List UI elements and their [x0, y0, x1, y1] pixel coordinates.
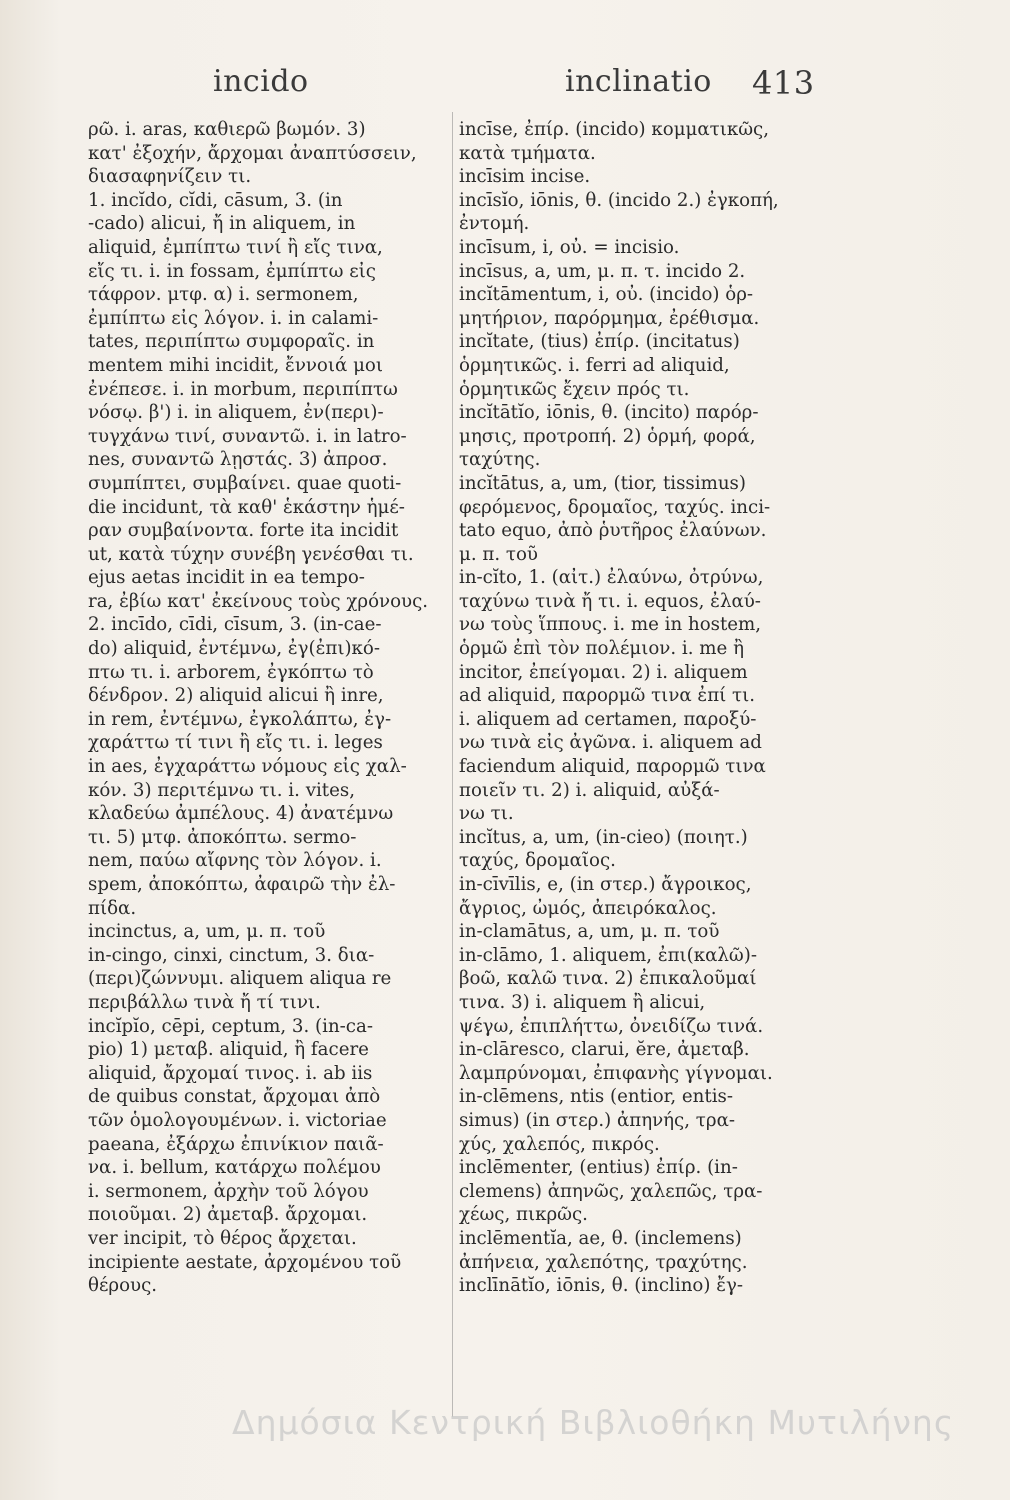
right-guide-word: inclinatio — [565, 64, 712, 99]
text-line: φερόμενος, δρομαῖος, ταχύς. inci- — [459, 496, 771, 518]
text-line: ἀπήνεια, χαλεπότης, τραχύτης. — [459, 1251, 748, 1273]
left-column — [88, 118, 444, 1298]
text-line: ἐμπίπτω εἰς λόγον. i. in calami- — [88, 307, 379, 329]
text-line: incīsus, a, um, μ. π. τ. incido 2. — [459, 260, 746, 282]
text-line: aliquid, ἄρχομαί τινος. i. ab iis — [88, 1062, 373, 1084]
text-line: pio) 1) μεταβ. aliquid, ἢ facere — [88, 1039, 369, 1061]
text-line: 2. incīdo, cīdi, cīsum, 3. (in-cae- — [88, 614, 382, 636]
text-line: 1. incĭdo, cĭdi, cāsum, 3. (in — [88, 189, 343, 211]
left-guide-word: incido — [213, 64, 309, 99]
text-line: ad aliquid, παρορμῶ τινα ἐπί τι. — [459, 685, 756, 707]
text-line: incĭtate, (tius) ἐπίρ. (incitatus) — [459, 331, 740, 353]
text-line: nem, παύω αἴφνης τὸν λόγον. i. — [88, 850, 382, 872]
text-line: in-clāmo, 1. aliquem, ἐπι(καλῶ)- — [459, 944, 758, 966]
text-line: inclēmenter, (entius) ἐπίρ. (in- — [459, 1157, 738, 1179]
page-number: 413 — [752, 64, 815, 102]
text-line: incīse, ἐπίρ. (incido) κομματικῶς, — [459, 119, 769, 140]
text-line: paeana, ἐξάρχω ἐπινίκιον παιᾶ- — [88, 1133, 384, 1155]
text-line: τι. 5) μτφ. ἀποκόπτω. sermo- — [88, 826, 357, 848]
text-line: i. aliquem ad certamen, παροξύ- — [459, 708, 757, 730]
text-line: μησις, προτροπή. 2) ὁρμή, φορά, — [459, 425, 756, 447]
text-line: -cado) alicui, ἤ in aliquem, in — [88, 213, 356, 235]
text-line: ψέγω, ἐπιπλήττω, ὀνειδίζω τινά. — [459, 1015, 764, 1037]
text-line: ἄγριος, ὠμός, ἀπειρόκαλος. — [459, 897, 717, 919]
text-line: νω τι. — [459, 803, 514, 825]
text-line: aliquid, ἐμπίπτω τινί ἢ εἴς τινα, — [88, 236, 383, 258]
text-line: ejus aetas incidit in ea tempo- — [88, 567, 365, 589]
text-line: χέως, πικρῶς. — [459, 1204, 588, 1226]
text-line: χύς, χαλεπός, πικρός. — [459, 1133, 660, 1155]
text-line: die incidunt, τὰ καθ' ἑκάστην ἡμέ- — [88, 496, 405, 518]
text-line: incĭtāmentum, i, οὐ. (incido) ὁρ- — [459, 284, 754, 306]
text-line: ut, κατὰ τύχην συνέβη γενέσθαι τι. — [88, 543, 414, 565]
text-line: μ. π. τοῦ — [459, 543, 538, 565]
text-line: πίδα. — [88, 897, 137, 919]
text-line: νόσῳ. β') i. in aliquem, ἐν(περι)- — [88, 402, 384, 424]
text-line: (περι)ζώννυμι. aliquem aliqua re — [88, 968, 392, 990]
text-line: νω τοὺς ἵππους. i. me in hostem, — [459, 614, 762, 636]
text-line: inclīnātĭo, iōnis, θ. (inclino) ἔγ- — [459, 1275, 744, 1297]
text-line: mentem mihi incidit, ἔννοιά μοι — [88, 354, 383, 376]
text-line: περιβάλλω τινὰ ἤ τί τινι. — [88, 991, 321, 1013]
text-line: in-cīvīlis, e, (in στερ.) ἄγροικος, — [459, 874, 752, 895]
text-line: ra, ἐβίω κατ' ἐκείνους τοὺς χρόνους. — [88, 590, 429, 612]
text-line: κλαδεύω ἀμπέλους. 4) ἀνατέμνω — [88, 803, 394, 825]
text-line: do) aliquid, ἐντέμνω, ἐγ(ἐπι)κό- — [88, 638, 381, 660]
text-line: in-clēmens, ntis (entior, entis- — [459, 1086, 734, 1108]
text-line: de quibus constat, ἄρχομαι ἀπὸ — [88, 1086, 381, 1108]
text-line: ρῶ. i. aras, καθιερῶ βωμόν. 3) — [88, 119, 366, 140]
text-line: τῶν ὁμολογουμένων. i. victoriae — [88, 1109, 387, 1131]
text-line: incīsim incise. — [459, 166, 591, 188]
text-line: χαράττω τί τινι ἢ εἴς τι. i. leges — [88, 732, 383, 754]
text-line: λαμπρύνομαι, ἐπιφανὴς γίγνομαι. — [459, 1062, 773, 1084]
text-line: tato equo, ἀπὸ ῥυτῆρος ἐλαύνων. — [459, 520, 767, 542]
right-column — [459, 118, 831, 1298]
library-watermark: Δημόσια Κεντρική Βιβλιοθήκη Μυτιλήνης — [232, 1403, 955, 1442]
text-line: spem, ἀποκόπτω, ἀφαιρῶ τὴν ἐλ- — [88, 874, 396, 895]
text-line: διασαφηνίζειν τι. — [88, 166, 252, 188]
text-line: simus) (in στερ.) ἀπηνής, τρα- — [459, 1109, 735, 1131]
text-line: in-cĭto, 1. (αἰτ.) ἐλαύνω, ὀτρύνω, — [459, 567, 764, 589]
text-line: δένδρον. 2) aliquid alicui ἢ inre, — [88, 685, 384, 707]
text-line: ὁρμῶ ἐπὶ τὸν πολέμιον. i. me ἢ — [459, 638, 744, 660]
text-line: incipiente aestate, ἀρχομένου τοῦ — [88, 1251, 402, 1273]
text-line: in-clamātus, a, um, μ. π. τοῦ — [459, 921, 720, 943]
text-line: ποιεῖν τι. 2) i. aliquid, αὐξά- — [459, 779, 720, 801]
text-line: ἐνέπεσε. i. in morbum, περιπίπτω — [88, 378, 398, 400]
text-line: incĭtātĭo, iōnis, θ. (incito) παρόρ- — [459, 402, 759, 424]
text-line: nes, συναντῶ λῃστάς. 3) ἀπροσ. — [88, 449, 388, 471]
text-line: inclēmentĭa, ae, θ. (inclemens) — [459, 1227, 742, 1249]
text-line: in-cingo, cinxi, cinctum, 3. δια- — [88, 944, 375, 966]
text-line: κόν. 3) περιτέμνω τι. i. vites, — [88, 779, 355, 801]
text-line: incĭtus, a, um, (in-cieo) (ποιητ.) — [459, 826, 748, 848]
text-line: ver incipit, τὸ θέρος ἄρχεται. — [88, 1227, 357, 1249]
text-line: μητήριον, παρόρμημα, ἐρέθισμα. — [459, 307, 760, 329]
text-line: in-clāresco, clarui, ĕre, ἀμεταβ. — [459, 1039, 750, 1061]
text-line: τυγχάνω τινί, συναντῶ. i. in latro- — [88, 425, 407, 447]
text-line: ὁρμητικῶς. i. ferri ad aliquid, — [459, 354, 730, 376]
text-line: incĭtātus, a, um, (tior, tissimus) — [459, 472, 746, 494]
text-line: i. sermonem, ἀρχὴν τοῦ λόγου — [88, 1180, 369, 1202]
text-line: incitor, ἐπείγομαι. 2) i. aliquem — [459, 661, 748, 683]
text-line: tates, περιπίπτω συμφοραῖς. in — [88, 331, 375, 353]
text-line: τάφρον. μτφ. α) i. sermonem, — [88, 284, 359, 306]
text-line: εἴς τι. i. in fossam, ἐμπίπτω εἰς — [88, 260, 376, 282]
column-divider — [452, 112, 453, 1417]
text-line: clemens) ἀπηνῶς, χαλεπῶς, τρα- — [459, 1180, 763, 1202]
text-line: συμπίπτει, συμβαίνει. quae quoti- — [88, 472, 402, 494]
text-line: incīsĭo, iōnis, θ. (incido 2.) ἐγκοπή, — [459, 189, 779, 211]
text-line: να. i. bellum, κατάρχω πολέμου — [88, 1157, 381, 1179]
text-line: ταχύτης. — [459, 449, 541, 471]
text-line: faciendum aliquid, παρορμῶ τινα — [459, 756, 766, 778]
text-line: κατὰ τμήματα. — [459, 142, 596, 164]
text-line: ποιοῦμαι. 2) ἀμεταβ. ἄρχομαι. — [88, 1204, 368, 1226]
text-line: incĭpĭo, cēpi, ceptum, 3. (in-ca- — [88, 1015, 373, 1037]
text-line: ταχύνω τινὰ ἤ τι. i. equos, ἐλαύ- — [459, 590, 761, 612]
text-line: ὁρμητικῶς ἔχειν πρός τι. — [459, 378, 690, 400]
page-header — [0, 64, 1010, 104]
text-line: βοῶ, καλῶ τινα. 2) ἐπικαλοῦμαί — [459, 968, 757, 990]
text-line: in aes, ἐγχαράττω νόμους εἰς χαλ- — [88, 756, 407, 778]
text-line: νω τινὰ εἰς ἀγῶνα. i. aliquem ad — [459, 732, 762, 754]
text-line: ταχύς, δρομαῖος. — [459, 850, 616, 872]
text-line: τινα. 3) i. aliquem ἢ alicui, — [459, 991, 706, 1013]
text-line: incinctus, a, um, μ. π. τοῦ — [88, 921, 326, 943]
text-line: κατ' ἐξοχήν, ἄρχομαι ἀναπτύσσειν, — [88, 142, 417, 164]
text-line: incīsum, i, οὐ. = incisio. — [459, 236, 680, 258]
text-line: θέρους. — [88, 1275, 158, 1297]
text-line: in rem, ἐντέμνω, ἐγκολάπτω, ἐγ- — [88, 708, 392, 730]
text-line: πτω τι. i. arborem, ἐγκόπτω τὸ — [88, 661, 374, 683]
text-line: ραν συμβαίνοντα. forte ita incidit — [88, 520, 399, 542]
text-line: ἐντομή. — [459, 213, 530, 235]
